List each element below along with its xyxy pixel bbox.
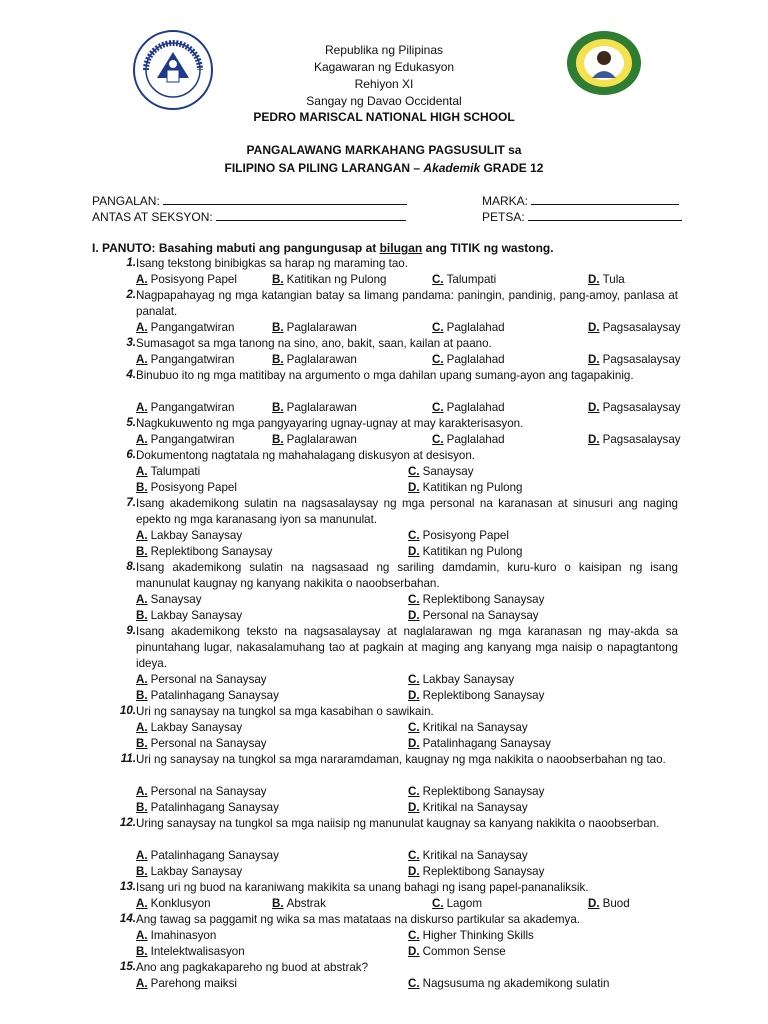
option-a[interactable]	[136, 928, 216, 944]
option-b[interactable]	[136, 736, 267, 752]
option-a[interactable]	[136, 976, 237, 992]
option-letter: D.	[408, 545, 420, 558]
option-c[interactable]	[408, 784, 544, 800]
option-text: Nagsusuma ng akademikong sulatin	[422, 977, 610, 990]
option-letter: C.	[408, 929, 420, 942]
option-text: Kritikal na Sanaysay	[422, 849, 528, 862]
option-text: Lakbay Sanaysay	[150, 609, 243, 622]
option-d[interactable]	[588, 896, 630, 912]
option-text: Konklusyon	[150, 897, 211, 910]
option-letter: B.	[272, 401, 284, 414]
option-letter: D.	[588, 353, 600, 366]
question-text: Ano ang pagkakapareho ng buod at abstrak?	[136, 961, 369, 974]
header-division: Sangay ng Davao Occidental	[306, 94, 462, 108]
option-letter: D.	[588, 433, 600, 446]
instructions	[92, 240, 554, 256]
option-text: Pangangatwiran	[150, 353, 235, 366]
question-number: 1.	[126, 256, 136, 269]
option-text: Pangangatwiran	[150, 401, 235, 414]
option-text: Pagsasalaysay	[602, 433, 681, 446]
option-b[interactable]	[272, 272, 387, 288]
option-b[interactable]	[272, 432, 357, 448]
option-letter: B.	[136, 801, 148, 814]
section-blank[interactable]	[216, 209, 406, 221]
option-text: Personal na Sanaysay	[150, 737, 267, 750]
option-text: Paglalahad	[446, 401, 505, 414]
option-b[interactable]	[136, 944, 245, 960]
option-b[interactable]	[136, 608, 242, 624]
option-b[interactable]	[136, 864, 242, 880]
option-text: Paglalarawan	[286, 353, 357, 366]
option-a[interactable]	[136, 320, 234, 336]
question-number: 6.	[126, 448, 136, 461]
question-text: Isang akademikong teksto na nagsasalaysay at naglalarawan ng mga karanasan ng may-akda sa pinuntahang lugar, nakasalamuhang tao at pagkain at maging ang kanyang mga naisip o napagtantong ideya.	[136, 625, 678, 670]
subtitle-suffix: GRADE 12	[480, 161, 544, 175]
question-text: Uri ng sanaysay na tungkol sa mga nararamdaman, kaugnay ng mga nakikita o naoobserbahan ng tao.	[136, 753, 666, 766]
option-a[interactable]	[136, 400, 234, 416]
option-letter: D.	[588, 321, 600, 334]
question-number: 7.	[126, 496, 136, 509]
question-number: 15.	[119, 960, 136, 973]
option-letter: C.	[432, 321, 444, 334]
option-a[interactable]	[136, 592, 202, 608]
option-letter: A.	[136, 401, 148, 414]
option-letter: C.	[432, 433, 444, 446]
option-letter: A.	[136, 673, 148, 686]
option-letter: A.	[136, 353, 148, 366]
option-d[interactable]	[588, 320, 681, 336]
section-field[interactable]	[92, 209, 406, 225]
option-text: Talumpati	[150, 465, 201, 478]
option-letter: C.	[432, 353, 444, 366]
option-c[interactable]	[408, 976, 610, 992]
option-letter: B.	[136, 689, 148, 702]
option-letter: B.	[272, 321, 284, 334]
option-a[interactable]	[136, 896, 211, 912]
option-text: Pagsasalaysay	[602, 353, 681, 366]
option-d[interactable]	[588, 400, 681, 416]
option-d[interactable]	[588, 432, 681, 448]
option-letter: C.	[408, 849, 420, 862]
option-text: Kritikal na Sanaysay	[422, 721, 528, 734]
option-d[interactable]	[408, 544, 523, 560]
option-letter: A.	[136, 977, 148, 990]
option-c[interactable]	[432, 896, 482, 912]
option-b[interactable]	[136, 544, 272, 560]
question-number: 3.	[126, 336, 136, 349]
question-text: Nagkukuwento ng mga pangyayaring ugnay-ugnay at may karakterisasyon.	[136, 417, 524, 430]
option-d[interactable]	[588, 352, 681, 368]
option-text: Paglalahad	[446, 321, 505, 334]
option-c[interactable]	[408, 464, 474, 480]
option-text: Pagsasalaysay	[602, 401, 681, 414]
option-text: Sanaysay	[422, 465, 474, 478]
option-letter: B.	[136, 865, 148, 878]
question-text: Dokumentong nagtatala ng mahahalagang diskusyon at desisyon.	[136, 449, 476, 462]
option-letter: B.	[136, 737, 148, 750]
option-c[interactable]	[408, 672, 514, 688]
question-number: 5.	[126, 416, 136, 429]
option-letter: A.	[136, 929, 148, 942]
option-b[interactable]	[136, 800, 279, 816]
section-label: ANTAS AT SEKSYON:	[92, 210, 213, 224]
option-letter: C.	[408, 673, 420, 686]
option-text: Katitikan ng Pulong	[422, 481, 523, 494]
instructions-pre: I. PANUTO: Basahing mabuti ang pangungusap at	[92, 241, 380, 255]
name-field[interactable]	[92, 193, 407, 209]
question-text: Isang tekstong binibigkas sa harap ng maraming tao.	[136, 257, 408, 270]
option-b[interactable]	[272, 400, 357, 416]
option-b[interactable]	[136, 480, 237, 496]
header-republic: Republika ng Pilipinas	[324, 43, 444, 57]
option-letter: D.	[408, 865, 420, 878]
question-number: 9.	[126, 624, 136, 637]
option-text: Posisyong Papel	[150, 273, 237, 286]
option-a[interactable]	[136, 528, 242, 544]
option-letter: D.	[408, 609, 420, 622]
option-letter: C.	[408, 977, 420, 990]
date-label: PETSA:	[482, 210, 525, 224]
option-letter: D.	[408, 689, 420, 702]
option-letter: C.	[408, 529, 420, 542]
instructions-post: ang TITIK ng wastong.	[422, 241, 554, 255]
option-text: Buod	[602, 897, 630, 910]
option-d[interactable]	[408, 944, 506, 960]
option-letter: A.	[136, 593, 148, 606]
option-text: Imahinasyon	[150, 929, 217, 942]
question-text: Uri ng sanaysay na tungkol sa mga kasabihan o sawikain.	[136, 705, 434, 718]
option-text: Sanaysay	[150, 593, 202, 606]
option-text: Lagom	[446, 897, 483, 910]
question-text: Isang akademikong sulatin na nagsasalaysay ng mga personal na karanasan at sinusuri ang naging epekto ng mga karanasang iyon sa manunulat.	[136, 497, 678, 526]
option-text: Paglalahad	[446, 353, 505, 366]
exam-title: PANGALAWANG MARKAHANG PAGSUSULIT sa	[246, 143, 522, 157]
option-letter: D.	[588, 897, 600, 910]
option-text: Katitikan ng Pulong	[422, 545, 523, 558]
question-number: 10.	[119, 704, 136, 717]
option-letter: B.	[136, 609, 148, 622]
option-c[interactable]	[408, 528, 509, 544]
question-text: Binubuo ito ng mga matitibay na argumento o mga dahilan upang sumang-ayon ang tagapakinig.	[136, 369, 634, 382]
option-text: Personal na Sanaysay	[150, 785, 267, 798]
option-d[interactable]	[408, 800, 528, 816]
option-c[interactable]	[408, 928, 534, 944]
option-letter: C.	[408, 785, 420, 798]
option-letter: D.	[588, 273, 600, 286]
option-d[interactable]	[408, 736, 551, 752]
option-letter: A.	[136, 721, 148, 734]
option-letter: C.	[408, 721, 420, 734]
option-text: Parehong maiksi	[150, 977, 237, 990]
question-text: Sumasagot sa mga tanong na sino, ano, bakit, saan, kailan at paano.	[136, 337, 492, 350]
option-a[interactable]	[136, 464, 200, 480]
option-text: Paglalarawan	[286, 321, 357, 334]
option-letter: A.	[136, 529, 148, 542]
option-text: Paglalahad	[446, 433, 505, 446]
header-region: Rehiyon XI	[354, 77, 414, 91]
option-letter: A.	[136, 273, 148, 286]
option-text: Posisyong Papel	[422, 529, 509, 542]
option-letter: C.	[408, 465, 420, 478]
option-text: Pagsasalaysay	[602, 321, 681, 334]
option-c[interactable]	[432, 272, 496, 288]
option-d[interactable]	[408, 480, 523, 496]
option-letter: A.	[136, 785, 148, 798]
option-b[interactable]	[136, 688, 279, 704]
option-text: Lakbay Sanaysay	[422, 673, 515, 686]
option-letter: C.	[432, 273, 444, 286]
option-d[interactable]	[408, 864, 544, 880]
header-department: Kagawaran ng Edukasyon	[313, 60, 455, 74]
option-letter: A.	[136, 433, 148, 446]
option-letter: A.	[136, 465, 148, 478]
option-text: Abstrak	[286, 897, 326, 910]
question-number: 4.	[126, 368, 136, 381]
question-number: 8.	[126, 560, 136, 573]
option-letter: A.	[136, 897, 148, 910]
option-text: Pangangatwiran	[150, 321, 235, 334]
option-c[interactable]	[432, 320, 505, 336]
question-text: Isang uri ng buod na karaniwang makikita sa unang bahagi ng isang papel-pananaliksik.	[136, 881, 589, 894]
option-text: Pangangatwiran	[150, 433, 235, 446]
date-field[interactable]	[482, 209, 682, 225]
question-number: 12.	[119, 816, 136, 829]
option-letter: B.	[272, 897, 284, 910]
option-a[interactable]	[136, 352, 234, 368]
name-blank[interactable]	[163, 193, 407, 205]
score-field[interactable]	[482, 193, 679, 209]
option-text: Personal na Sanaysay	[422, 609, 539, 622]
option-letter: B.	[136, 545, 148, 558]
option-c[interactable]	[432, 352, 505, 368]
question-number: 14.	[119, 912, 136, 925]
option-text: Tula	[602, 273, 625, 286]
option-letter: A.	[136, 849, 148, 862]
question-text: Isang akademikong sulatin na nagsasaad ng sariling damdamin, kuru-kuro o kaisipan ng isang manunulat kaugnay ng kanyang nakikita o naoobserbahan.	[136, 561, 678, 590]
option-text: Kritikal na Sanaysay	[422, 801, 528, 814]
option-text: Lakbay Sanaysay	[150, 721, 243, 734]
option-text: Higher Thinking Skills	[422, 929, 534, 942]
option-letter: D.	[408, 737, 420, 750]
option-text: Replektibong Sanaysay	[422, 785, 545, 798]
option-a[interactable]	[136, 272, 237, 288]
option-text: Common Sense	[422, 945, 506, 958]
option-letter: D.	[408, 945, 420, 958]
option-d[interactable]	[588, 272, 625, 288]
question-number: 13.	[119, 880, 136, 893]
name-label: PANGALAN:	[92, 194, 160, 208]
option-d[interactable]	[408, 608, 539, 624]
option-a[interactable]	[136, 720, 242, 736]
option-letter: A.	[136, 321, 148, 334]
option-letter: C.	[432, 897, 444, 910]
question-number: 11.	[120, 752, 136, 765]
option-a[interactable]	[136, 784, 267, 800]
subtitle-prefix: FILIPINO SA PILING LARANGAN –	[224, 161, 424, 175]
option-text: Replektibong Sanaysay	[422, 865, 545, 878]
option-text: Patalinhagang Sanaysay	[150, 801, 279, 814]
option-text: Talumpati	[446, 273, 497, 286]
option-a[interactable]	[136, 432, 234, 448]
option-b[interactable]	[272, 896, 326, 912]
option-c[interactable]	[408, 720, 528, 736]
option-letter: B.	[272, 273, 284, 286]
question-text: Ang tawag sa paggamit ng wika sa mas matataas na diskurso partikular sa akademya.	[136, 913, 581, 926]
option-letter: D.	[588, 401, 600, 414]
option-text: Lakbay Sanaysay	[150, 529, 243, 542]
subtitle-italic: Akademik	[423, 161, 481, 175]
option-b[interactable]	[272, 320, 357, 336]
option-text: Posisyong Papel	[150, 481, 237, 494]
option-text: Personal na Sanaysay	[150, 673, 267, 686]
option-letter: B.	[272, 353, 284, 366]
option-letter: C.	[408, 593, 420, 606]
option-text: Patalinhagang Sanaysay	[150, 689, 279, 702]
option-text: Paglalarawan	[286, 401, 357, 414]
instructions-underlined: bilugan	[379, 241, 423, 255]
score-label: MARKA:	[482, 194, 529, 208]
option-a[interactable]	[136, 848, 279, 864]
option-text: Patalinhagang Sanaysay	[422, 737, 551, 750]
option-letter: B.	[136, 481, 148, 494]
option-letter: D.	[408, 481, 420, 494]
option-text: Replektibong Sanaysay	[422, 689, 545, 702]
question-number: 2.	[126, 288, 136, 301]
option-c[interactable]	[408, 848, 528, 864]
option-c[interactable]	[432, 432, 505, 448]
option-text: Replektibong Sanaysay	[150, 545, 273, 558]
option-letter: D.	[408, 801, 420, 814]
option-b[interactable]	[272, 352, 357, 368]
option-text: Katitikan ng Pulong	[286, 273, 387, 286]
date-blank[interactable]	[528, 209, 682, 221]
question-text: Uring sanaysay na tungkol sa mga naiisip ng manunulat kaugnay sa kanyang nakikita o naoobserban.	[136, 817, 660, 830]
score-blank[interactable]	[531, 193, 679, 205]
option-text: Replektibong Sanaysay	[422, 593, 545, 606]
school-name: PEDRO MARISCAL NATIONAL HIGH SCHOOL	[253, 110, 515, 124]
option-letter: B.	[136, 945, 148, 958]
option-letter: C.	[432, 401, 444, 414]
option-text: Lakbay Sanaysay	[150, 865, 243, 878]
option-c[interactable]	[408, 592, 544, 608]
option-letter: B.	[272, 433, 284, 446]
option-d[interactable]	[408, 688, 544, 704]
option-text: Patalinhagang Sanaysay	[150, 849, 279, 862]
option-a[interactable]	[136, 672, 267, 688]
option-text: Intelektwalisasyon	[150, 945, 245, 958]
exam-subtitle	[0, 160, 768, 176]
option-text: Paglalarawan	[286, 433, 357, 446]
option-c[interactable]	[432, 400, 505, 416]
question-text: Nagpapahayag ng mga katangian batay sa limang pandama: paningin, pandinig, pang-amoy, panlasa at panalat.	[136, 289, 678, 318]
